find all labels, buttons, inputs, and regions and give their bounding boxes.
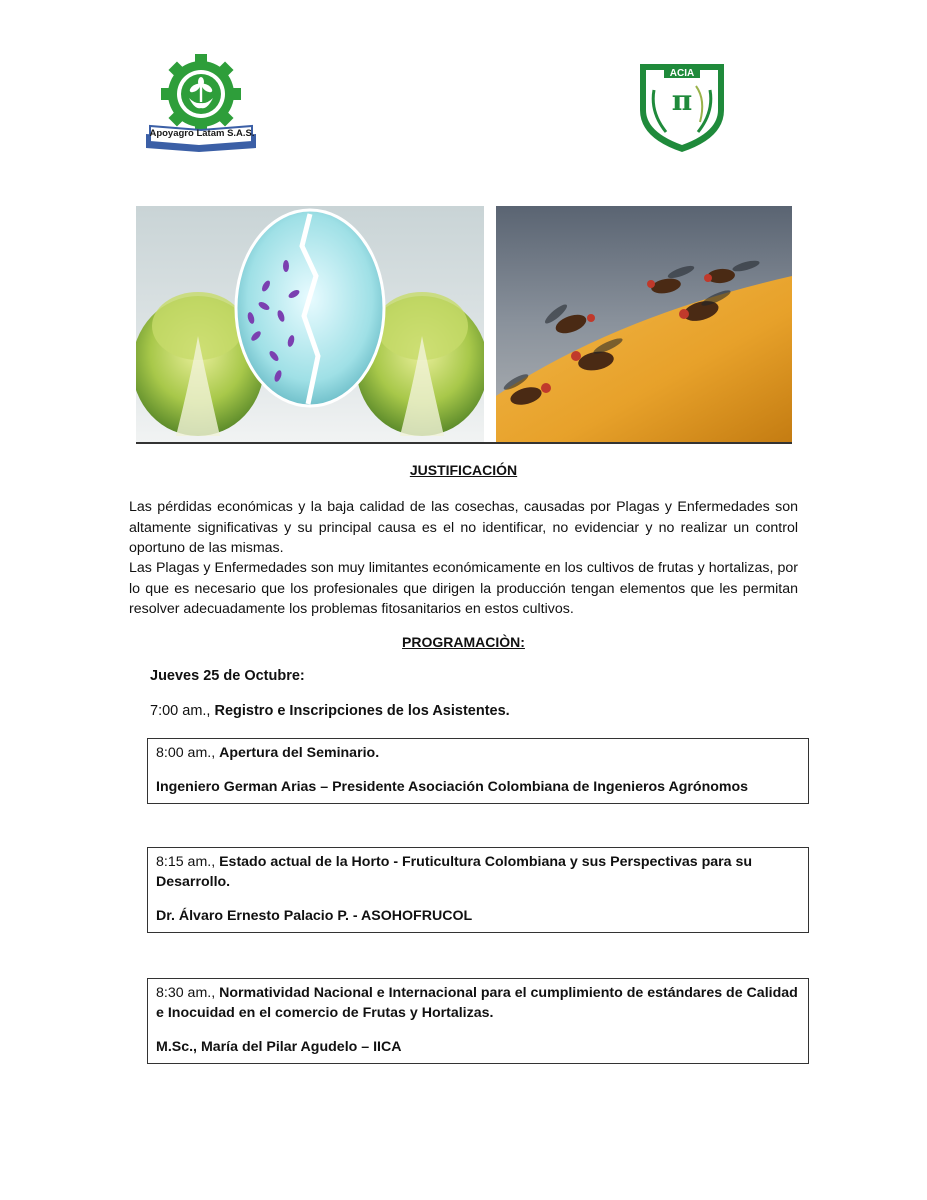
apoyagro-logo-text: Apoyagro Latam S.A.S. xyxy=(149,128,255,139)
registration-title: Registro e Inscripciones de los Asistentes. xyxy=(214,703,510,719)
fruit-flies-photo xyxy=(496,206,792,442)
photo-divider xyxy=(136,442,792,444)
session-title: Estado actual de la Horto - Fruticultura Colombiana y sus Perspectivas para su Desarrollo. xyxy=(156,854,753,890)
programacion-heading: PROGRAMACIÒN: xyxy=(402,634,525,650)
session-time: 8:15 am., xyxy=(156,854,220,870)
session-time: 8:00 am., xyxy=(156,745,220,761)
session-speaker: Dr. Álvaro Ernesto Palacio P. - ASOHOFRUCOL xyxy=(156,908,473,924)
program-day: Jueves 25 de Octubre: xyxy=(150,668,305,684)
session-title: Normatividad Nacional e Internacional para el cumplimiento de estándares de Calidad e Inocuidad en el comercio de Frutas y Hortalizas. xyxy=(156,985,798,1021)
session-speaker: M.Sc., María del Pilar Agudelo – IICA xyxy=(156,1039,402,1055)
acia-pi-symbol: π xyxy=(671,84,693,117)
acia-logo-title: ACIA xyxy=(669,68,695,79)
registration-time: 7:00 am., xyxy=(150,703,215,719)
justificacion-paragraph-1: Las pérdidas económicas y la baja calidad de las cosechas, causadas por Plagas y Enfermedades son altamente significativas y su principal causa es el no identificar, no evidenciar y no realizar un control oportuno de las mismas. xyxy=(129,499,798,556)
justificacion-paragraph-2: Las Plagas y Enfermedades son muy limitantes económicamente en los cultivos de frutas y hortalizas, por lo que es necesario que los profesionales que dirigen la producción tengan elementos que les permitan resolver adecuadamente los problemas fitosanitarios en estos cultivos. xyxy=(129,560,798,617)
session-box xyxy=(147,847,809,933)
acia-logo xyxy=(636,60,728,154)
session-speaker: Ingeniero German Arias – Presidente Asociación Colombiana de Ingenieros Agrónomos xyxy=(156,779,749,795)
lettuce-disease-photo xyxy=(136,206,484,442)
session-title: Apertura del Seminario. xyxy=(219,745,380,761)
session-time: 8:30 am., xyxy=(156,985,220,1001)
session-box xyxy=(147,738,809,804)
session-box xyxy=(147,978,809,1064)
registration-entry xyxy=(150,703,510,719)
justificacion-heading: JUSTIFICACIÓN xyxy=(409,462,518,478)
